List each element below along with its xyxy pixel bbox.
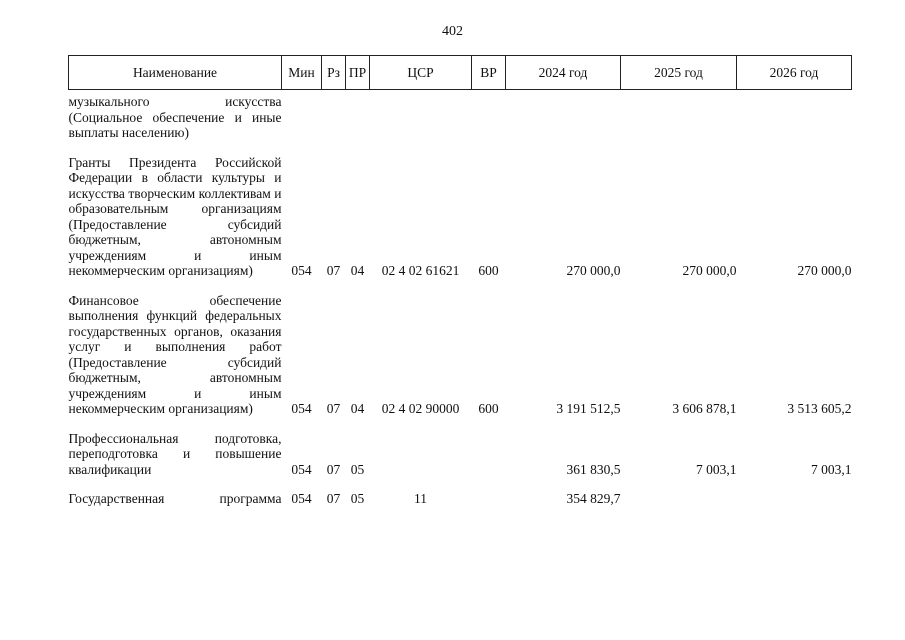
budget-table <box>68 55 852 507</box>
row-2026: 270 000,0 <box>797 263 852 278</box>
row-name: Гранты Президента Российской Федерации в области культуры и искусства творческим коллективам и образовательным организациям (Предоставление субсидий бюджетным, автономным учреждениям и иным некоммерческим организациям) <box>68 154 282 278</box>
row-vr: 600 <box>478 263 499 278</box>
row-2025 <box>621 477 737 507</box>
row-rz: 07 <box>326 263 341 278</box>
header-2025: 2025 год <box>621 56 737 90</box>
row-rz: 07 <box>326 401 341 416</box>
row-2026: 3 513 605,2 <box>787 401 852 416</box>
row-2026 <box>737 477 852 507</box>
row-pr <box>346 90 370 141</box>
header-csr: ЦСР <box>370 56 472 90</box>
row-csr: 02 4 02 90000 <box>381 401 460 416</box>
row-2026 <box>737 90 852 141</box>
row-name: музыкального искусства (Социальное обеспечение и иные выплаты населению) <box>68 94 282 140</box>
table-row <box>69 477 852 507</box>
row-min: 054 <box>291 491 312 506</box>
row-rz: 07 <box>326 461 341 477</box>
row-2024: 3 191 512,5 <box>556 401 621 416</box>
row-min <box>282 90 322 141</box>
row-csr <box>370 417 472 478</box>
table-row <box>69 90 852 141</box>
table-row <box>69 279 852 417</box>
row-vr: 600 <box>478 401 499 416</box>
row-2024 <box>506 90 621 141</box>
row-name: Финансовое обеспечение выполнения функций федеральных государственных органов, оказания услуг и выполнения работ (Предоставление субсидий бюджетным, автономным учреждениям и иным некоммерческим организациям) <box>68 292 282 416</box>
page-number: 402 <box>442 24 463 39</box>
row-vr <box>472 417 506 478</box>
header-pr: ПР <box>346 56 370 90</box>
row-pr: 05 <box>350 461 365 477</box>
row-pr: 04 <box>350 401 365 416</box>
row-csr: 02 4 02 61621 <box>381 263 460 278</box>
header-min: Мин <box>282 56 322 90</box>
row-min: 054 <box>291 263 312 278</box>
row-vr <box>472 477 506 507</box>
header-vr: ВР <box>472 56 506 90</box>
row-2024: 354 829,7 <box>566 491 621 506</box>
row-pr: 05 <box>350 491 365 506</box>
row-min: 054 <box>291 401 312 416</box>
header-name: Наименование <box>69 56 282 90</box>
table-header <box>69 56 852 90</box>
table-row <box>69 417 852 478</box>
row-pr: 04 <box>350 263 365 278</box>
row-2025: 7 003,1 <box>696 461 737 477</box>
row-csr: 11 <box>414 491 427 506</box>
row-vr <box>472 90 506 141</box>
row-2024: 361 830,5 <box>566 461 621 477</box>
row-min: 054 <box>291 461 312 477</box>
row-2026: 7 003,1 <box>811 461 852 477</box>
row-csr <box>370 90 472 141</box>
row-2025 <box>621 90 737 141</box>
header-rz: Рз <box>322 56 346 90</box>
row-2025: 270 000,0 <box>682 263 737 278</box>
row-2025: 3 606 878,1 <box>672 401 737 416</box>
row-name: Государственная программа <box>68 491 282 506</box>
header-2026: 2026 год <box>737 56 852 90</box>
row-rz <box>322 90 346 141</box>
row-rz: 07 <box>326 491 341 506</box>
row-2024: 270 000,0 <box>566 263 621 278</box>
table-row <box>69 141 852 279</box>
row-name: Профессиональная подготовка, переподготовка и повышение квалификации <box>68 430 282 477</box>
header-2024: 2024 год <box>506 56 621 90</box>
